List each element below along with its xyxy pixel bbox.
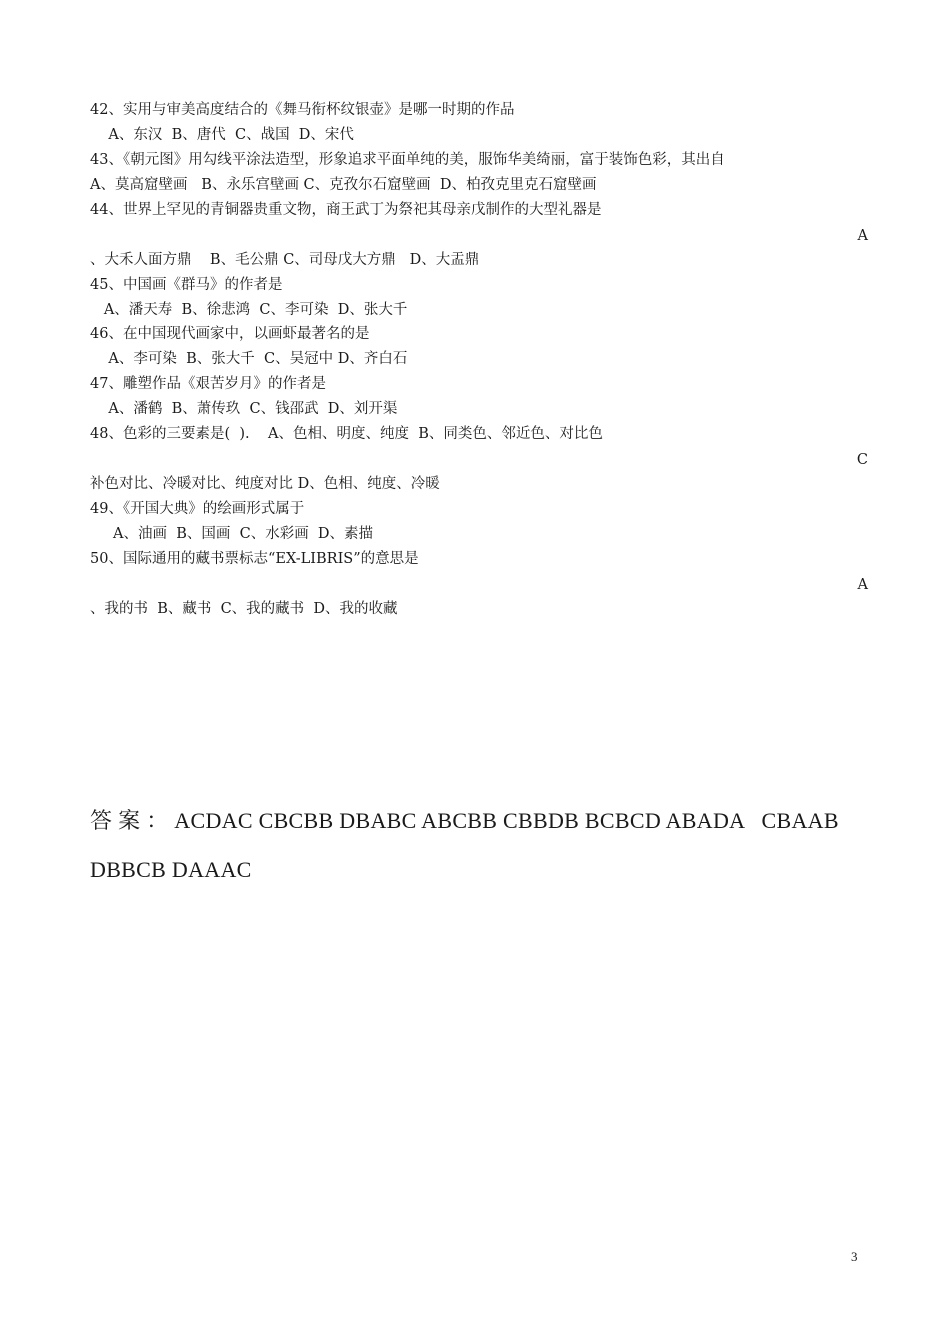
q49-options: A、油画 B、国画 C、水彩画 D、素描 [90,526,374,542]
q44-wrap-letter: A [857,228,868,244]
q48-stem: 48、色彩的三要素是( ). A、色相、明度、纯度 B、同类色、邻近色、对比色 [90,426,603,442]
q50-wrap-letter: A [857,577,868,593]
answer-key-line-1: 答 案 ： ACDAC CBCBB DBABC ABCBB CBBDB BCBCD ABADA CBAAB [90,808,839,833]
answer-key-line-2: DBBCB DAAAC [90,857,252,882]
q44-options: 、大禾人面方鼎 B、毛公鼎 C、司母戊大方鼎 D、大盂鼎 [90,252,480,268]
q48-wrap-letter: C [856,452,868,468]
q42-stem: 42、实用与审美高度结合的《舞马衔杯纹银壶》是哪一时期的作品 [90,102,515,118]
q47-options: A、潘鹤 B、萧传玖 C、钱邵武 D、刘开渠 [90,401,398,417]
q43-options: A、莫高窟壁画 B、永乐宫壁画 C、克孜尔石窟壁画 D、柏孜克里克石窟壁画 [90,177,597,193]
q48-options: 补色对比、冷暖对比、纯度对比 D、色相、纯度、冷暖 [90,476,440,492]
q45-options: A、潘天寿 B、徐悲鸿 C、李可染 D、张大千 [90,302,408,318]
q46-stem: 46、在中国现代画家中，以画虾最著名的是 [90,326,370,342]
q46-options: A、李可染 B、张大千 C、吴冠中 D、齐白石 [90,351,408,367]
q44-stem: 44、世界上罕见的青铜器贵重文物，商王武丁为祭祀其母亲戊制作的大型礼器是 [90,202,602,218]
q50-stem: 50、国际通用的藏书票标志“EX-LIBRIS”的意思是 [90,551,419,567]
q42-options: A、东汉 B、唐代 C、战国 D、宋代 [90,127,354,143]
q43-stem: 43、《朝元图》用勾线平涂法造型，形象追求平面单纯的美，服饰华美绮丽，富于装饰色彩，其出自 [90,152,725,168]
q47-stem: 47、雕塑作品《艰苦岁月》的作者是 [90,376,326,392]
q45-stem: 45、中国画《群马》的作者是 [90,277,283,293]
page-number: 3 [851,1249,858,1264]
q49-stem: 49、《开国大典》的绘画形式属于 [90,501,305,517]
q50-options: 、我的书 B、藏书 C、我的藏书 D、我的收藏 [90,601,398,617]
